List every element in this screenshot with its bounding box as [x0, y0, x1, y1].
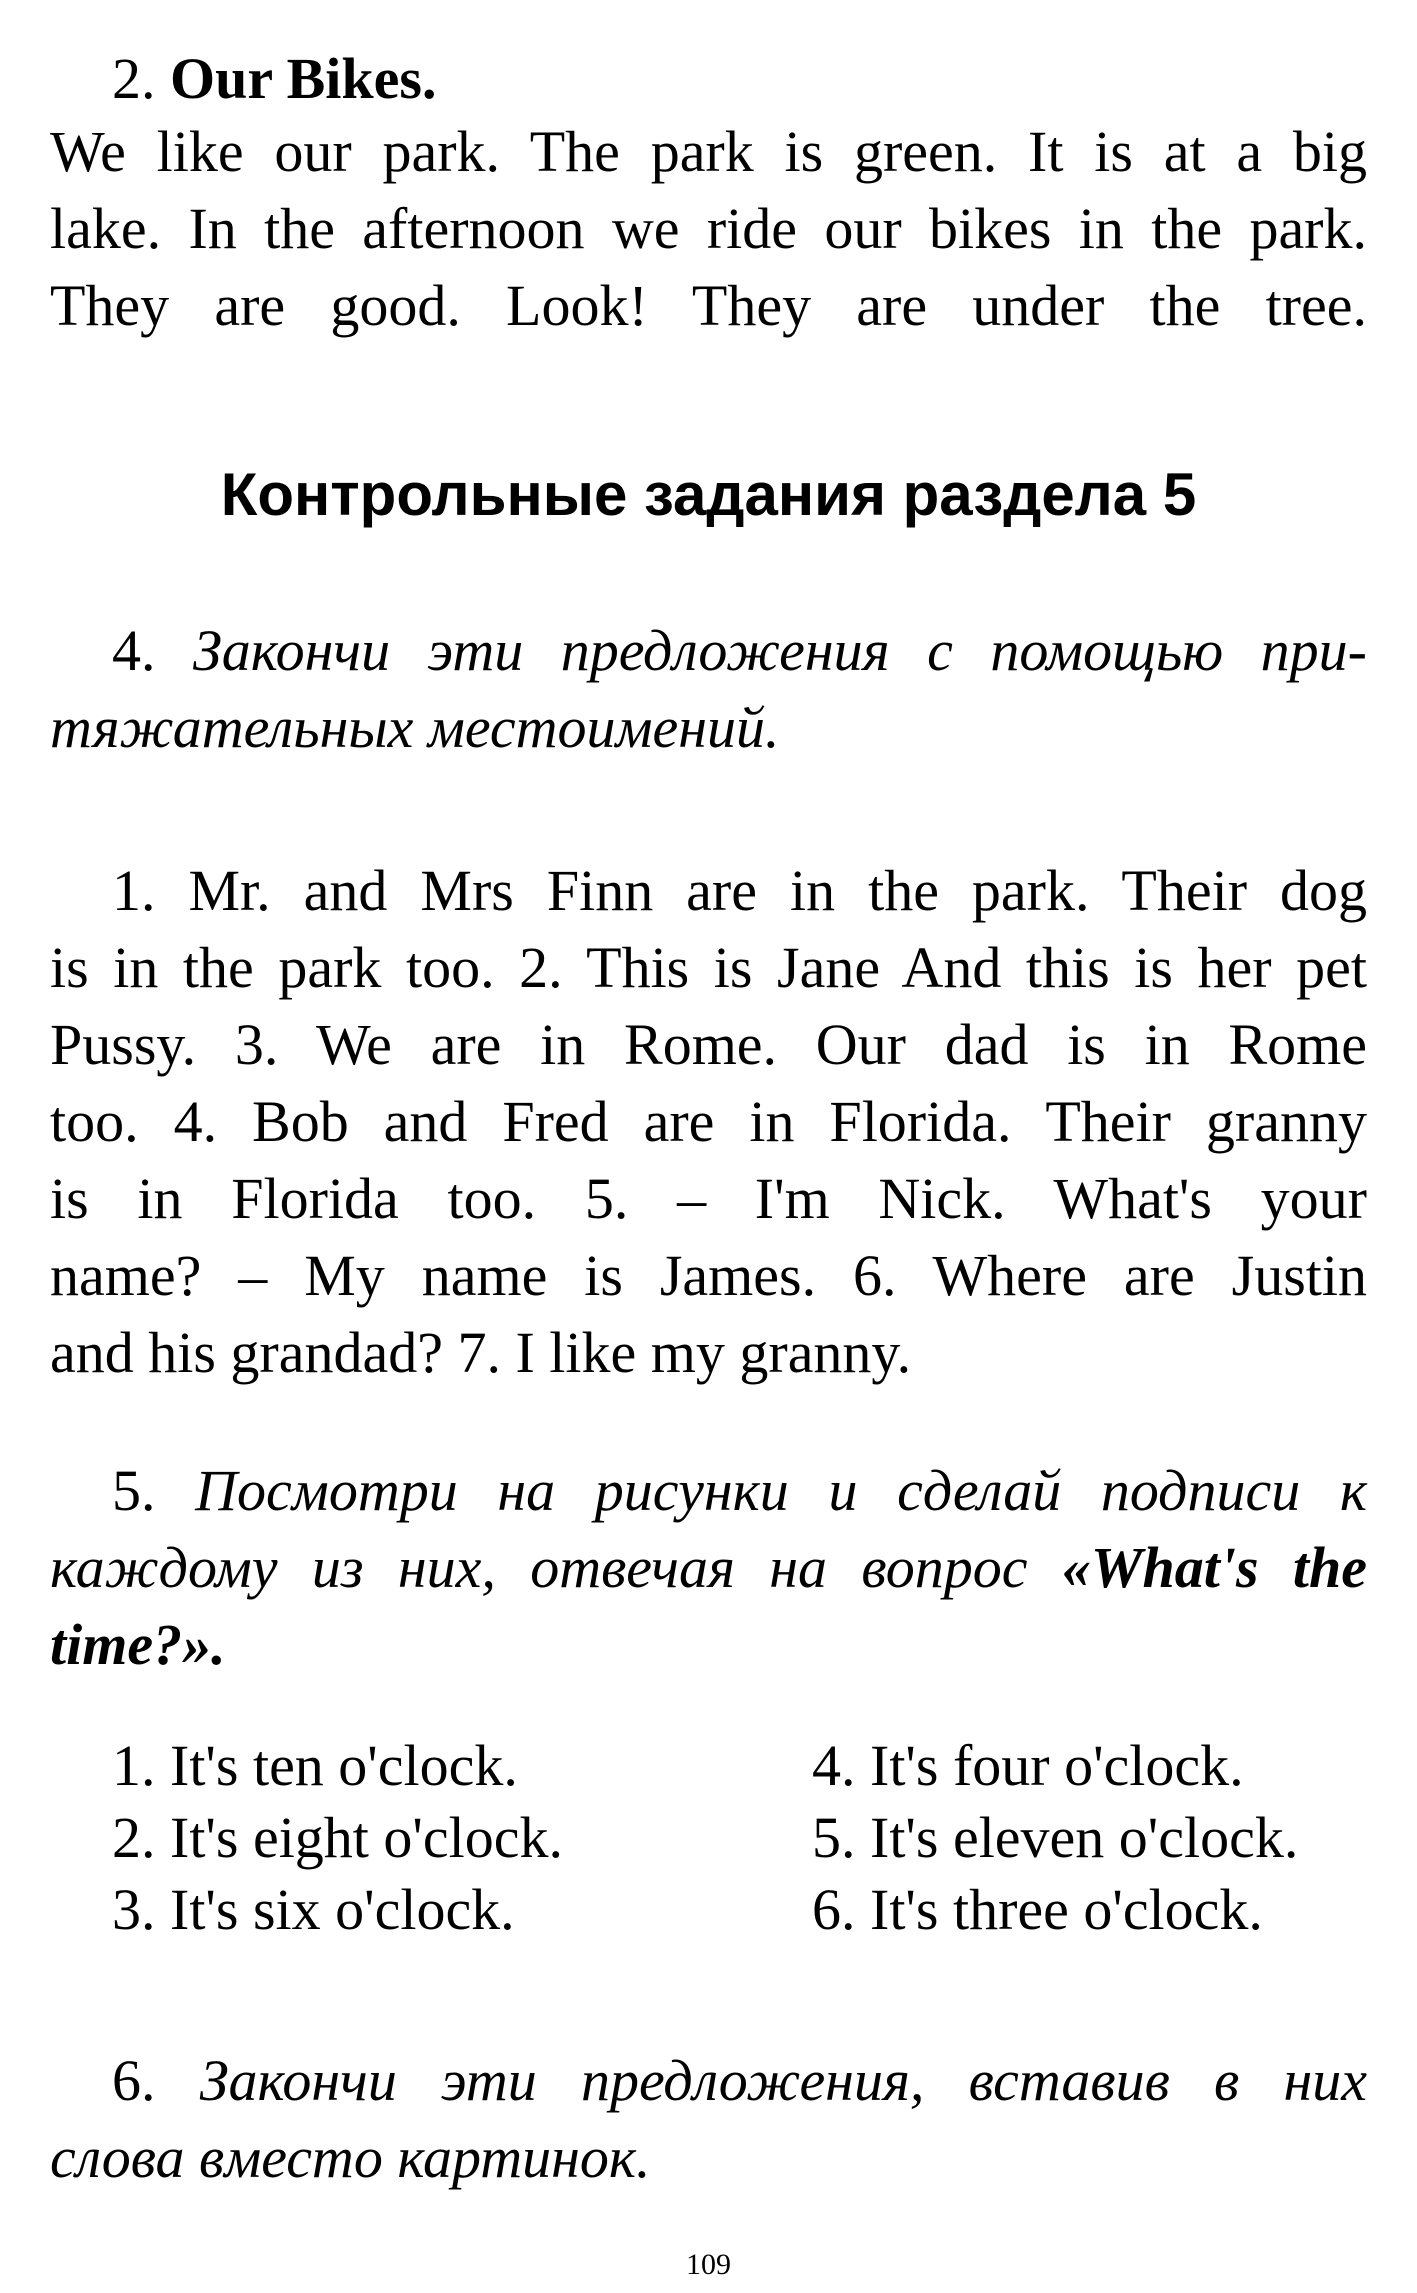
task-5-instruction: [50, 1452, 1367, 1683]
story-title: [112, 40, 436, 117]
task-5-line: [50, 1606, 1367, 1683]
task-5-number: 5.: [112, 1458, 156, 1523]
task-6-line: слова вместо картинок.: [50, 2125, 651, 2190]
task-4-text: Закончи эти предложения с помощью при-: [193, 618, 1368, 683]
answer-line: is in the park too. 2. This is Jane And this is her pet: [50, 935, 1367, 1000]
time-item: 2. It's eight o'clock.: [112, 1805, 563, 1870]
story-line: They are good. Look! They are under the tree.: [50, 273, 1367, 338]
time-list-right: [812, 1730, 1298, 1946]
task-6-instruction: [50, 2042, 1367, 2196]
task-4-line: [50, 612, 1367, 689]
task-4-line: тяжательных местоимений.: [50, 695, 780, 760]
time-item: 3. It's six o'clock.: [112, 1877, 515, 1942]
time-list-left: [112, 1730, 563, 1946]
answer-line: is in Florida too. 5. – I'm Nick. What's your: [50, 1166, 1367, 1231]
task-5-line: [50, 1452, 1367, 1529]
answer-line: Pussy. 3. We are in Rome. Our dad is in Rome: [50, 1012, 1367, 1077]
story-line: lake. In the afternoon we ride our bikes in the park.: [50, 196, 1367, 261]
task-6-text: Закончи эти предложения, вставив в них: [199, 2048, 1367, 2113]
task-6-line: [50, 2042, 1367, 2119]
time-item: 6. It's three o'clock.: [812, 1877, 1263, 1942]
story-number: 2.: [112, 46, 156, 111]
task-4-instruction: [50, 612, 1367, 766]
task-5-text: каждому из них, отвечая на вопрос: [50, 1535, 1028, 1600]
story-name: Our Bikes.: [170, 46, 437, 111]
task-4-answers: [50, 852, 1367, 1391]
story-line: We like our park. The park is green. It is at a big: [50, 119, 1367, 184]
section-heading: Контрольные задания раздела 5: [220, 461, 1197, 528]
task-5-end-punct: .: [211, 1612, 226, 1677]
answer-line: and his grandad? 7. I like my granny.: [50, 1320, 912, 1385]
task-6-number: 6.: [112, 2048, 156, 2113]
page-number: 109: [686, 2248, 731, 2281]
task-5-question: «What's the: [1061, 1535, 1368, 1600]
answer-line: name? – My name is James. 6. Where are Justin: [50, 1243, 1367, 1308]
task-4-number: 4.: [112, 618, 156, 683]
time-item: 1. It's ten o'clock.: [112, 1733, 518, 1798]
task-5-text: Посмотри на рисунки и сделай подписи к: [195, 1458, 1367, 1523]
task-5-question-end: time?»: [50, 1612, 212, 1677]
story-paragraph: [50, 113, 1367, 344]
answer-line: too. 4. Bob and Fred are in Florida. Their granny: [50, 1089, 1367, 1154]
textbook-page: [50, 0, 1367, 2293]
time-item: 5. It's eleven o'clock.: [812, 1805, 1299, 1870]
time-item: 4. It's four o'clock.: [812, 1733, 1244, 1798]
task-5-line: [50, 1529, 1367, 1606]
answer-line: 1. Mr. and Mrs Finn are in the park. Their dog: [112, 858, 1367, 923]
